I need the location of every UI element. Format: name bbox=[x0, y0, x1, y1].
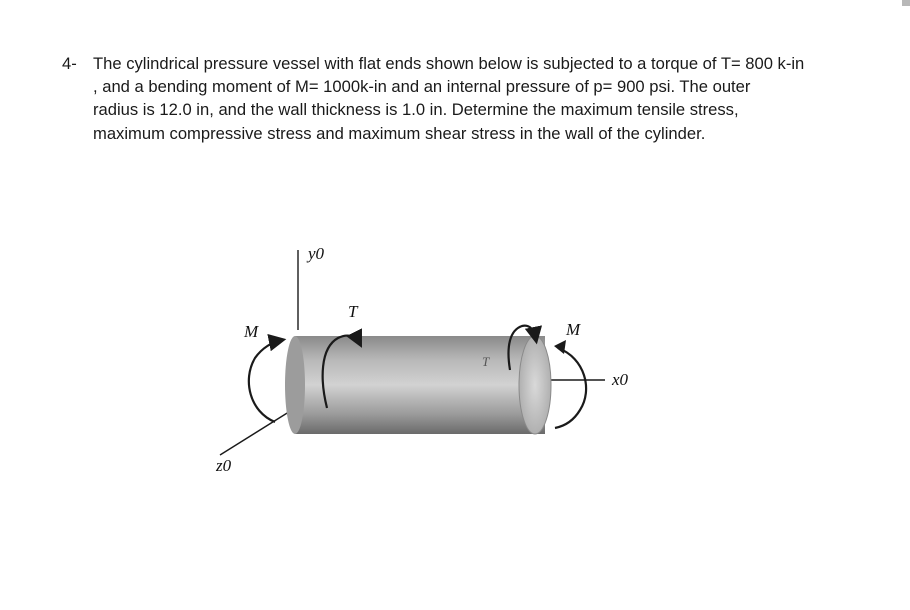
y-axis-label: y0 bbox=[308, 244, 325, 263]
x-axis-label: x0 bbox=[612, 370, 629, 389]
moment-label-right: M bbox=[566, 320, 581, 339]
moment-label-left: M bbox=[244, 322, 259, 341]
cylinder-end-cap bbox=[519, 336, 551, 434]
moment-arrow-left bbox=[249, 340, 282, 422]
z-axis-label: z0 bbox=[216, 456, 232, 475]
cylinder-left-end bbox=[285, 336, 305, 434]
pressure-vessel-diagram bbox=[180, 230, 680, 500]
moment-arrowhead-right bbox=[554, 340, 566, 354]
moment-arrow-right bbox=[555, 348, 586, 428]
problem-line: , and a bending moment of M= 1000k-in and an internal pressure of p= 900 psi. The outer bbox=[93, 77, 751, 97]
problem-line: radius is 12.0 in, and the wall thickness is 1.0 in. Determine the maximum tensile stress, bbox=[93, 100, 739, 120]
pressure-vessel-figure bbox=[180, 230, 680, 500]
problem-line: maximum compressive stress and maximum shear stress in the wall of the cylinder. bbox=[93, 123, 706, 143]
problem-number: 4- bbox=[62, 54, 77, 73]
problem-line: The cylindrical pressure vessel with flat ends shown below is subjected to a torque of T= 800 k-in bbox=[93, 54, 805, 73]
page-edge-mark bbox=[902, 0, 910, 6]
problem-text bbox=[93, 52, 804, 145]
torque-label-right: T bbox=[482, 354, 490, 369]
torque-label-left: T bbox=[348, 302, 358, 321]
